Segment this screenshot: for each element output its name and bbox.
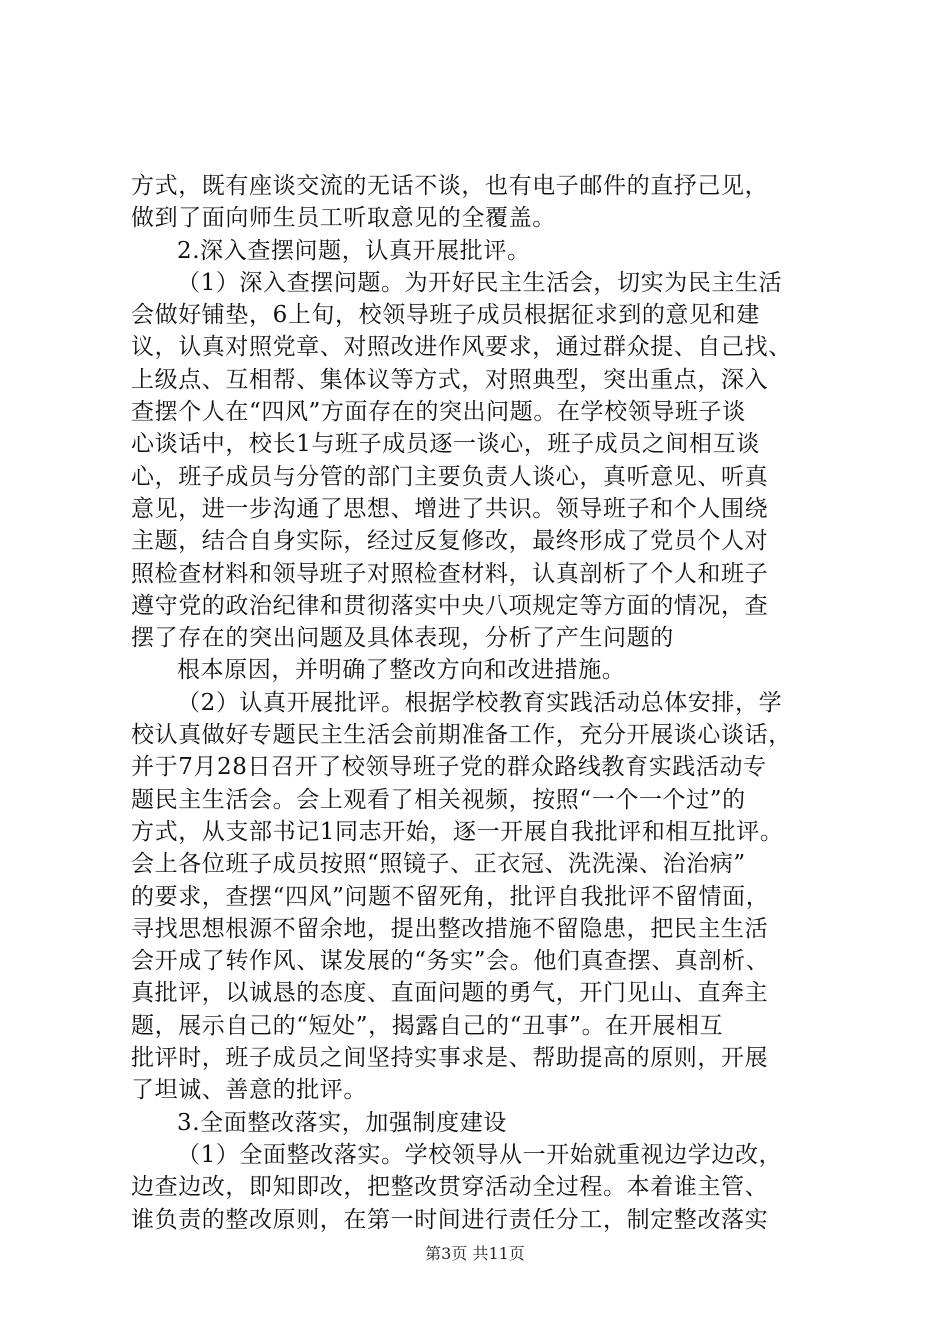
text-line: 意见，进一步沟通了思想、增进了共识。领导班子和个人围绕 — [131, 495, 769, 522]
text-line: 3.全面整改落实，加强制度建设 — [177, 1109, 507, 1136]
text-line: 会开成了转作风、谋发展的“务实”会。他们真查摆、真剖析、 — [131, 948, 770, 975]
text-line: 会上各位班子成员按照“照镜子、正衣冠、洗洗澡、治治病” — [131, 851, 746, 878]
text-line: 真批评，以诚恳的态度、直面问题的勇气，开门见山、直奔主 — [131, 980, 769, 1007]
text-line: 题，展示自己的“短处”，揭露自己的“丑事”。在开展相互 — [131, 1012, 724, 1039]
text-line: 了坦诚、善意的批评。 — [131, 1077, 367, 1104]
text-line: 根本原因，并明确了整改方向和改进措施。 — [177, 657, 626, 684]
page-footer: 第3页 共11页 — [425, 1244, 525, 1263]
text-line: 主题，结合自身实际，经过反复修改，最终形成了党员个人对 — [131, 528, 769, 555]
text-line: 心谈话中，校长1与班子成员逐一谈心，班子成员之间相互谈 — [131, 431, 760, 458]
text-line: （2）认真开展批评。根据学校教育实践活动总体安排，学 — [177, 689, 783, 716]
body-text — [131, 170, 831, 1236]
text-line: 校认真做好专题民主生活会前期准备工作，充分开展谈心谈话， — [131, 722, 792, 749]
text-line: 摆了存在的突出问题及具体表现，分析了产生问题的 — [131, 625, 674, 652]
text-line: 会做好铺垫，6上旬，校领导班子成员根据征求到的意见和建 — [131, 302, 760, 329]
text-line: 并于7月28日召开了校领导班子党的群众路线教育实践活动专 — [131, 754, 767, 781]
text-line: 寻找思想根源不留余地，提出整改措施不留隐患，把民主生活 — [131, 915, 769, 942]
text-line: 2.深入查摆问题，认真开展批评。 — [177, 237, 531, 264]
text-line: 谁负责的整改原则，在第一时间进行责任分工，制定整改落实 — [131, 1206, 769, 1233]
text-line: 遵守党的政治纪律和贯彻落实中央八项规定等方面的情况，查 — [131, 592, 769, 619]
text-line: 批评时，班子成员之间坚持实事求是、帮助提高的原则，开展 — [131, 1045, 769, 1072]
text-line: 上级点、互相帮、集体议等方式，对照典型，突出重点，深入 — [131, 366, 769, 393]
text-line: 题民主生活会。会上观看了相关视频，按照“一个一个过”的 — [131, 786, 746, 813]
text-line: 照检查材料和领导班子对照检查材料，认真剖析了个人和班子 — [131, 560, 769, 587]
text-line: 的要求，查摆“四风”问题不留死角，批评自我批评不留情面， — [131, 883, 770, 910]
text-line: 查摆个人在“四风”方面存在的突出问题。在学校领导班子谈 — [131, 399, 746, 426]
text-line: 议，认真对照党章、对照改进作风要求，通过群众提、自己找、 — [131, 334, 792, 361]
text-line: 方式，既有座谈交流的无话不谈，也有电子邮件的直抒己见， — [131, 173, 769, 199]
text-line: 心，班子成员与分管的部门主要负责人谈心，真听意见、听真 — [131, 463, 769, 490]
text-line: （1）全面整改落实。学校领导从一开始就重视边学边改， — [177, 1141, 783, 1168]
text-line: 做到了面向师生员工听取意见的全覆盖。 — [131, 205, 556, 232]
text-line: （1）深入查摆问题。为开好民主生活会，切实为民主生活 — [177, 269, 783, 296]
text-line: 边查边改，即知即改，把整改贯穿活动全过程。本着谁主管、 — [131, 1174, 769, 1201]
text-line: 方式，从支部书记1同志开始，逐一开展自我批评和相互批评。 — [131, 818, 784, 845]
